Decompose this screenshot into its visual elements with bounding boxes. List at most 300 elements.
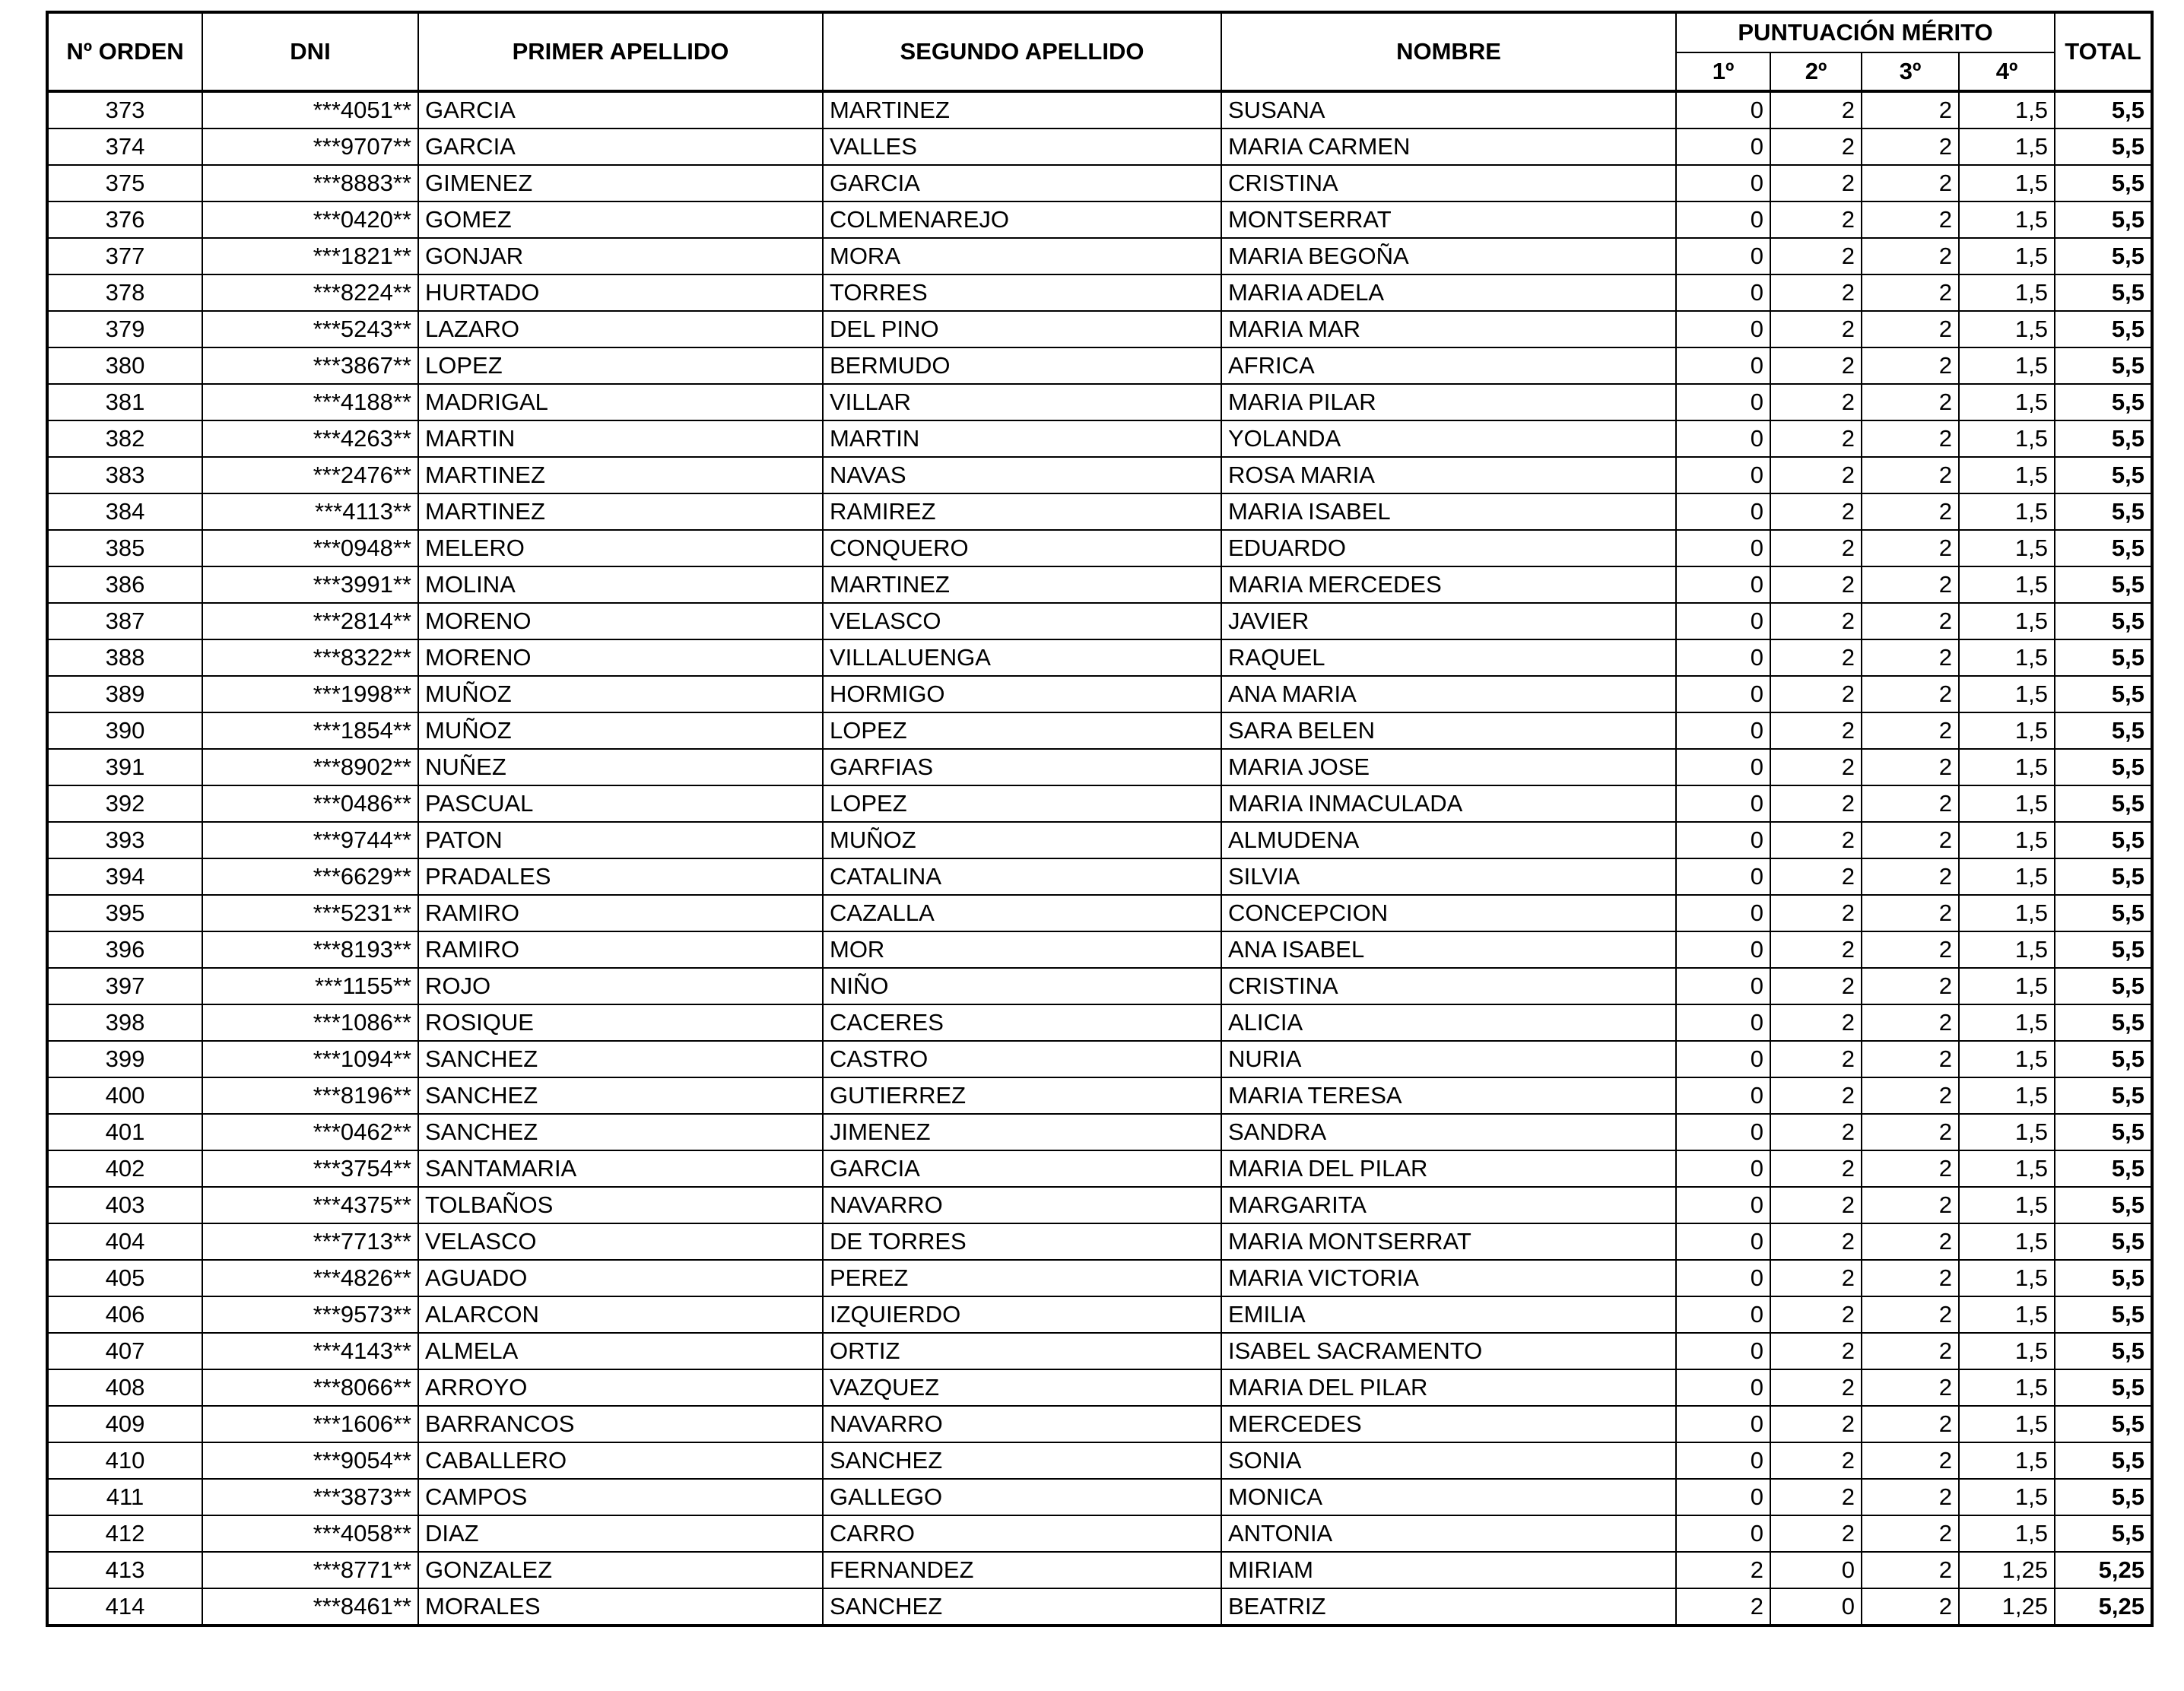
cell-merito-1: 0 <box>1676 311 1770 347</box>
cell-segundo-apellido: DEL PINO <box>823 311 1221 347</box>
cell-merito-2: 2 <box>1770 749 1862 785</box>
table-row <box>47 968 2152 1004</box>
cell-merito-3: 2 <box>1862 1004 1959 1041</box>
cell-merito-1: 0 <box>1676 384 1770 420</box>
cell-total: 5,5 <box>2055 311 2152 347</box>
cell-total: 5,5 <box>2055 895 2152 931</box>
cell-total: 5,5 <box>2055 201 2152 238</box>
cell-nombre: ISABEL SACRAMENTO <box>1221 1333 1676 1369</box>
cell-total: 5,5 <box>2055 1004 2152 1041</box>
cell-segundo-apellido: VELASCO <box>823 603 1221 639</box>
cell-merito-1: 0 <box>1676 1004 1770 1041</box>
cell-primer-apellido: BARRANCOS <box>418 1406 823 1442</box>
cell-nombre: EDUARDO <box>1221 530 1676 566</box>
cell-orden: 377 <box>47 238 202 274</box>
cell-merito-4: 1,5 <box>1959 201 2055 238</box>
table-row <box>47 1552 2152 1588</box>
table-row <box>47 1369 2152 1406</box>
cell-total: 5,5 <box>2055 91 2152 128</box>
cell-dni: ***4826** <box>202 1260 418 1296</box>
cell-merito-4: 1,5 <box>1959 1077 2055 1114</box>
cell-primer-apellido: SANCHEZ <box>418 1114 823 1150</box>
cell-merito-4: 1,5 <box>1959 1041 2055 1077</box>
cell-dni: ***4188** <box>202 384 418 420</box>
cell-primer-apellido: MORENO <box>418 639 823 676</box>
cell-segundo-apellido: MORA <box>823 238 1221 274</box>
cell-merito-2: 2 <box>1770 1406 1862 1442</box>
cell-orden: 378 <box>47 274 202 311</box>
cell-merito-4: 1,5 <box>1959 493 2055 530</box>
cell-merito-4: 1,5 <box>1959 420 2055 457</box>
table-row <box>47 1333 2152 1369</box>
cell-merito-2: 2 <box>1770 1077 1862 1114</box>
cell-orden: 398 <box>47 1004 202 1041</box>
table-row <box>47 1041 2152 1077</box>
cell-dni: ***4375** <box>202 1187 418 1223</box>
table-row <box>47 858 2152 895</box>
cell-dni: ***1155** <box>202 968 418 1004</box>
cell-merito-3: 2 <box>1862 530 1959 566</box>
cell-nombre: MIRIAM <box>1221 1552 1676 1588</box>
cell-segundo-apellido: VILLALUENGA <box>823 639 1221 676</box>
cell-nombre: SANDRA <box>1221 1114 1676 1150</box>
cell-nombre: MARIA PILAR <box>1221 384 1676 420</box>
cell-total: 5,5 <box>2055 1369 2152 1406</box>
cell-merito-4: 1,5 <box>1959 311 2055 347</box>
cell-nombre: ANA MARIA <box>1221 676 1676 712</box>
cell-primer-apellido: PASCUAL <box>418 785 823 822</box>
cell-segundo-apellido: LOPEZ <box>823 712 1221 749</box>
cell-nombre: JAVIER <box>1221 603 1676 639</box>
cell-merito-3: 2 <box>1862 1041 1959 1077</box>
cell-primer-apellido: PRADALES <box>418 858 823 895</box>
cell-nombre: MARIA JOSE <box>1221 749 1676 785</box>
cell-merito-3: 2 <box>1862 1150 1959 1187</box>
cell-total: 5,5 <box>2055 1187 2152 1223</box>
cell-total: 5,5 <box>2055 128 2152 165</box>
table-row <box>47 1114 2152 1150</box>
cell-merito-2: 2 <box>1770 1223 1862 1260</box>
table-row <box>47 274 2152 311</box>
cell-dni: ***9744** <box>202 822 418 858</box>
table-row <box>47 493 2152 530</box>
cell-orden: 406 <box>47 1296 202 1333</box>
cell-merito-1: 2 <box>1676 1588 1770 1626</box>
cell-dni: ***5243** <box>202 311 418 347</box>
cell-merito-1: 0 <box>1676 274 1770 311</box>
cell-merito-2: 2 <box>1770 1187 1862 1223</box>
cell-merito-3: 2 <box>1862 639 1959 676</box>
cell-merito-3: 2 <box>1862 1260 1959 1296</box>
cell-dni: ***6629** <box>202 858 418 895</box>
cell-primer-apellido: TOLBAÑOS <box>418 1187 823 1223</box>
cell-merito-4: 1,5 <box>1959 1296 2055 1333</box>
cell-merito-4: 1,5 <box>1959 1333 2055 1369</box>
cell-orden: 413 <box>47 1552 202 1588</box>
cell-merito-4: 1,5 <box>1959 1442 2055 1479</box>
cell-dni: ***9573** <box>202 1296 418 1333</box>
cell-orden: 410 <box>47 1442 202 1479</box>
table-row <box>47 457 2152 493</box>
cell-orden: 385 <box>47 530 202 566</box>
cell-segundo-apellido: CACERES <box>823 1004 1221 1041</box>
header-merito-3: 3º <box>1862 52 1959 91</box>
cell-primer-apellido: HURTADO <box>418 274 823 311</box>
cell-merito-3: 2 <box>1862 1077 1959 1114</box>
cell-orden: 390 <box>47 712 202 749</box>
cell-segundo-apellido: NAVARRO <box>823 1406 1221 1442</box>
cell-dni: ***0420** <box>202 201 418 238</box>
cell-segundo-apellido: CASTRO <box>823 1041 1221 1077</box>
cell-merito-1: 0 <box>1676 493 1770 530</box>
cell-segundo-apellido: MARTINEZ <box>823 566 1221 603</box>
cell-dni: ***8224** <box>202 274 418 311</box>
cell-total: 5,5 <box>2055 1223 2152 1260</box>
cell-merito-3: 2 <box>1862 201 1959 238</box>
cell-orden: 404 <box>47 1223 202 1260</box>
cell-nombre: NURIA <box>1221 1041 1676 1077</box>
cell-orden: 379 <box>47 311 202 347</box>
cell-merito-2: 2 <box>1770 1150 1862 1187</box>
cell-orden: 397 <box>47 968 202 1004</box>
cell-nombre: SUSANA <box>1221 91 1676 128</box>
cell-dni: ***4263** <box>202 420 418 457</box>
cell-orden: 388 <box>47 639 202 676</box>
cell-nombre: MARIA DEL PILAR <box>1221 1369 1676 1406</box>
cell-nombre: MARGARITA <box>1221 1187 1676 1223</box>
cell-primer-apellido: AGUADO <box>418 1260 823 1296</box>
cell-orden: 395 <box>47 895 202 931</box>
cell-total: 5,5 <box>2055 493 2152 530</box>
cell-merito-1: 0 <box>1676 749 1770 785</box>
cell-primer-apellido: LOPEZ <box>418 347 823 384</box>
cell-segundo-apellido: MARTINEZ <box>823 91 1221 128</box>
merit-score-table <box>46 11 2154 1627</box>
table-row <box>47 384 2152 420</box>
cell-total: 5,5 <box>2055 1333 2152 1369</box>
cell-total: 5,5 <box>2055 530 2152 566</box>
cell-orden: 408 <box>47 1369 202 1406</box>
cell-segundo-apellido: GARCIA <box>823 1150 1221 1187</box>
cell-total: 5,25 <box>2055 1588 2152 1626</box>
cell-orden: 401 <box>47 1114 202 1150</box>
table-row <box>47 1406 2152 1442</box>
cell-segundo-apellido: NIÑO <box>823 968 1221 1004</box>
cell-total: 5,5 <box>2055 420 2152 457</box>
cell-dni: ***0948** <box>202 530 418 566</box>
cell-total: 5,5 <box>2055 1296 2152 1333</box>
table-row <box>47 676 2152 712</box>
cell-dni: ***8196** <box>202 1077 418 1114</box>
cell-orden: 411 <box>47 1479 202 1515</box>
cell-merito-1: 0 <box>1676 676 1770 712</box>
cell-dni: ***5231** <box>202 895 418 931</box>
cell-primer-apellido: PATON <box>418 822 823 858</box>
cell-merito-2: 2 <box>1770 676 1862 712</box>
cell-merito-1: 0 <box>1676 1333 1770 1369</box>
cell-primer-apellido: MUÑOZ <box>418 712 823 749</box>
cell-merito-3: 2 <box>1862 311 1959 347</box>
cell-merito-3: 2 <box>1862 1552 1959 1588</box>
cell-merito-3: 2 <box>1862 822 1959 858</box>
table-row <box>47 566 2152 603</box>
cell-segundo-apellido: JIMENEZ <box>823 1114 1221 1150</box>
cell-orden: 389 <box>47 676 202 712</box>
cell-primer-apellido: GONJAR <box>418 238 823 274</box>
cell-merito-3: 2 <box>1862 91 1959 128</box>
cell-orden: 409 <box>47 1406 202 1442</box>
cell-merito-1: 0 <box>1676 1260 1770 1296</box>
cell-merito-2: 2 <box>1770 1369 1862 1406</box>
cell-segundo-apellido: TORRES <box>823 274 1221 311</box>
cell-merito-1: 0 <box>1676 165 1770 201</box>
cell-dni: ***1821** <box>202 238 418 274</box>
cell-merito-1: 0 <box>1676 530 1770 566</box>
table-row <box>47 1588 2152 1626</box>
cell-segundo-apellido: GALLEGO <box>823 1479 1221 1515</box>
cell-total: 5,5 <box>2055 1442 2152 1479</box>
cell-segundo-apellido: NAVAS <box>823 457 1221 493</box>
cell-orden: 400 <box>47 1077 202 1114</box>
cell-segundo-apellido: VAZQUEZ <box>823 1369 1221 1406</box>
cell-merito-3: 2 <box>1862 785 1959 822</box>
cell-merito-3: 2 <box>1862 712 1959 749</box>
cell-segundo-apellido: MUÑOZ <box>823 822 1221 858</box>
cell-merito-1: 0 <box>1676 1369 1770 1406</box>
cell-orden: 393 <box>47 822 202 858</box>
cell-nombre: BEATRIZ <box>1221 1588 1676 1626</box>
table-row <box>47 639 2152 676</box>
cell-merito-1: 0 <box>1676 420 1770 457</box>
cell-segundo-apellido: VALLES <box>823 128 1221 165</box>
cell-merito-1: 0 <box>1676 931 1770 968</box>
cell-merito-2: 2 <box>1770 493 1862 530</box>
cell-merito-3: 2 <box>1862 384 1959 420</box>
cell-merito-3: 2 <box>1862 457 1959 493</box>
cell-merito-4: 1,5 <box>1959 274 2055 311</box>
cell-total: 5,5 <box>2055 785 2152 822</box>
cell-merito-1: 0 <box>1676 1515 1770 1552</box>
cell-orden: 412 <box>47 1515 202 1552</box>
cell-orden: 396 <box>47 931 202 968</box>
cell-merito-4: 1,5 <box>1959 822 2055 858</box>
cell-merito-2: 2 <box>1770 311 1862 347</box>
cell-total: 5,5 <box>2055 639 2152 676</box>
table-row <box>47 347 2152 384</box>
cell-dni: ***8066** <box>202 1369 418 1406</box>
cell-total: 5,5 <box>2055 822 2152 858</box>
cell-merito-2: 2 <box>1770 384 1862 420</box>
cell-merito-1: 0 <box>1676 1442 1770 1479</box>
cell-merito-2: 2 <box>1770 420 1862 457</box>
cell-orden: 382 <box>47 420 202 457</box>
cell-total: 5,5 <box>2055 1150 2152 1187</box>
cell-merito-2: 0 <box>1770 1588 1862 1626</box>
cell-merito-3: 2 <box>1862 493 1959 530</box>
cell-merito-3: 2 <box>1862 1588 1959 1626</box>
cell-primer-apellido: CAMPOS <box>418 1479 823 1515</box>
cell-merito-4: 1,25 <box>1959 1552 2055 1588</box>
table-row <box>47 1260 2152 1296</box>
cell-merito-3: 2 <box>1862 968 1959 1004</box>
cell-merito-1: 0 <box>1676 895 1770 931</box>
table-row <box>47 165 2152 201</box>
cell-total: 5,5 <box>2055 968 2152 1004</box>
cell-merito-1: 0 <box>1676 1296 1770 1333</box>
cell-merito-2: 2 <box>1770 1442 1862 1479</box>
cell-total: 5,5 <box>2055 1041 2152 1077</box>
cell-merito-2: 2 <box>1770 895 1862 931</box>
cell-merito-1: 0 <box>1676 1114 1770 1150</box>
cell-merito-3: 2 <box>1862 858 1959 895</box>
cell-merito-1: 0 <box>1676 639 1770 676</box>
table-header <box>47 12 2152 91</box>
cell-dni: ***4058** <box>202 1515 418 1552</box>
cell-merito-4: 1,5 <box>1959 384 2055 420</box>
cell-dni: ***1854** <box>202 712 418 749</box>
cell-merito-4: 1,5 <box>1959 1150 2055 1187</box>
cell-total: 5,5 <box>2055 384 2152 420</box>
cell-merito-4: 1,5 <box>1959 165 2055 201</box>
cell-merito-4: 1,5 <box>1959 749 2055 785</box>
cell-primer-apellido: GARCIA <box>418 91 823 128</box>
cell-merito-2: 2 <box>1770 858 1862 895</box>
cell-dni: ***1086** <box>202 1004 418 1041</box>
cell-segundo-apellido: MOR <box>823 931 1221 968</box>
cell-merito-4: 1,5 <box>1959 858 2055 895</box>
cell-primer-apellido: SANTAMARIA <box>418 1150 823 1187</box>
cell-total: 5,5 <box>2055 1515 2152 1552</box>
cell-nombre: CRISTINA <box>1221 968 1676 1004</box>
cell-total: 5,25 <box>2055 1552 2152 1588</box>
cell-segundo-apellido: IZQUIERDO <box>823 1296 1221 1333</box>
cell-nombre: MARIA DEL PILAR <box>1221 1150 1676 1187</box>
header-merito-2: 2º <box>1770 52 1862 91</box>
cell-merito-3: 2 <box>1862 165 1959 201</box>
header-total: TOTAL <box>2055 12 2152 91</box>
cell-merito-4: 1,5 <box>1959 128 2055 165</box>
table-row <box>47 1077 2152 1114</box>
cell-primer-apellido: MORALES <box>418 1588 823 1626</box>
cell-merito-3: 2 <box>1862 1187 1959 1223</box>
cell-merito-1: 0 <box>1676 968 1770 1004</box>
cell-merito-4: 1,5 <box>1959 603 2055 639</box>
cell-merito-3: 2 <box>1862 420 1959 457</box>
cell-nombre: SILVIA <box>1221 858 1676 895</box>
cell-merito-4: 1,5 <box>1959 1406 2055 1442</box>
cell-primer-apellido: GONZALEZ <box>418 1552 823 1588</box>
cell-merito-1: 0 <box>1676 1150 1770 1187</box>
cell-merito-3: 2 <box>1862 238 1959 274</box>
header-merito-1: 1º <box>1676 52 1770 91</box>
cell-segundo-apellido: PEREZ <box>823 1260 1221 1296</box>
cell-primer-apellido: MARTINEZ <box>418 457 823 493</box>
cell-merito-4: 1,5 <box>1959 1369 2055 1406</box>
table-row <box>47 1479 2152 1515</box>
cell-orden: 373 <box>47 91 202 128</box>
cell-merito-4: 1,5 <box>1959 457 2055 493</box>
cell-merito-2: 2 <box>1770 274 1862 311</box>
cell-merito-3: 2 <box>1862 1479 1959 1515</box>
cell-dni: ***3867** <box>202 347 418 384</box>
cell-primer-apellido: GARCIA <box>418 128 823 165</box>
cell-merito-1: 0 <box>1676 603 1770 639</box>
cell-merito-3: 2 <box>1862 1442 1959 1479</box>
table-row <box>47 749 2152 785</box>
cell-total: 5,5 <box>2055 1260 2152 1296</box>
cell-nombre: MARIA VICTORIA <box>1221 1260 1676 1296</box>
cell-dni: ***4051** <box>202 91 418 128</box>
cell-merito-3: 2 <box>1862 274 1959 311</box>
table-row <box>47 311 2152 347</box>
cell-merito-2: 2 <box>1770 566 1862 603</box>
cell-orden: 380 <box>47 347 202 384</box>
cell-merito-1: 0 <box>1676 858 1770 895</box>
cell-orden: 383 <box>47 457 202 493</box>
cell-merito-1: 0 <box>1676 712 1770 749</box>
cell-orden: 386 <box>47 566 202 603</box>
cell-merito-2: 2 <box>1770 1333 1862 1369</box>
cell-merito-4: 1,5 <box>1959 931 2055 968</box>
cell-merito-2: 2 <box>1770 968 1862 1004</box>
cell-segundo-apellido: HORMIGO <box>823 676 1221 712</box>
cell-orden: 381 <box>47 384 202 420</box>
table-row <box>47 1296 2152 1333</box>
cell-merito-3: 2 <box>1862 566 1959 603</box>
cell-merito-1: 0 <box>1676 822 1770 858</box>
cell-primer-apellido: RAMIRO <box>418 895 823 931</box>
cell-segundo-apellido: LOPEZ <box>823 785 1221 822</box>
cell-dni: ***1606** <box>202 1406 418 1442</box>
cell-nombre: ALICIA <box>1221 1004 1676 1041</box>
cell-dni: ***8461** <box>202 1588 418 1626</box>
cell-total: 5,5 <box>2055 347 2152 384</box>
table-row <box>47 712 2152 749</box>
cell-merito-4: 1,5 <box>1959 530 2055 566</box>
cell-segundo-apellido: GARCIA <box>823 165 1221 201</box>
cell-nombre: ANTONIA <box>1221 1515 1676 1552</box>
cell-merito-3: 2 <box>1862 1369 1959 1406</box>
cell-primer-apellido: MELERO <box>418 530 823 566</box>
cell-primer-apellido: ROSIQUE <box>418 1004 823 1041</box>
cell-merito-1: 0 <box>1676 1406 1770 1442</box>
cell-nombre: MARIA ISABEL <box>1221 493 1676 530</box>
cell-merito-1: 0 <box>1676 1077 1770 1114</box>
cell-merito-1: 0 <box>1676 1479 1770 1515</box>
cell-primer-apellido: MARTIN <box>418 420 823 457</box>
cell-total: 5,5 <box>2055 1479 2152 1515</box>
cell-merito-3: 2 <box>1862 1406 1959 1442</box>
cell-nombre: MARIA TERESA <box>1221 1077 1676 1114</box>
cell-orden: 392 <box>47 785 202 822</box>
cell-merito-2: 2 <box>1770 1004 1862 1041</box>
cell-merito-2: 2 <box>1770 712 1862 749</box>
cell-nombre: ROSA MARIA <box>1221 457 1676 493</box>
table-row <box>47 530 2152 566</box>
cell-primer-apellido: GOMEZ <box>418 201 823 238</box>
header-segundo-apellido: SEGUNDO APELLIDO <box>823 12 1221 91</box>
cell-merito-4: 1,5 <box>1959 1004 2055 1041</box>
cell-merito-1: 0 <box>1676 457 1770 493</box>
cell-segundo-apellido: BERMUDO <box>823 347 1221 384</box>
cell-merito-2: 2 <box>1770 530 1862 566</box>
cell-merito-2: 2 <box>1770 1041 1862 1077</box>
cell-orden: 405 <box>47 1260 202 1296</box>
cell-segundo-apellido: ORTIZ <box>823 1333 1221 1369</box>
cell-nombre: EMILIA <box>1221 1296 1676 1333</box>
cell-orden: 374 <box>47 128 202 165</box>
cell-segundo-apellido: NAVARRO <box>823 1187 1221 1223</box>
